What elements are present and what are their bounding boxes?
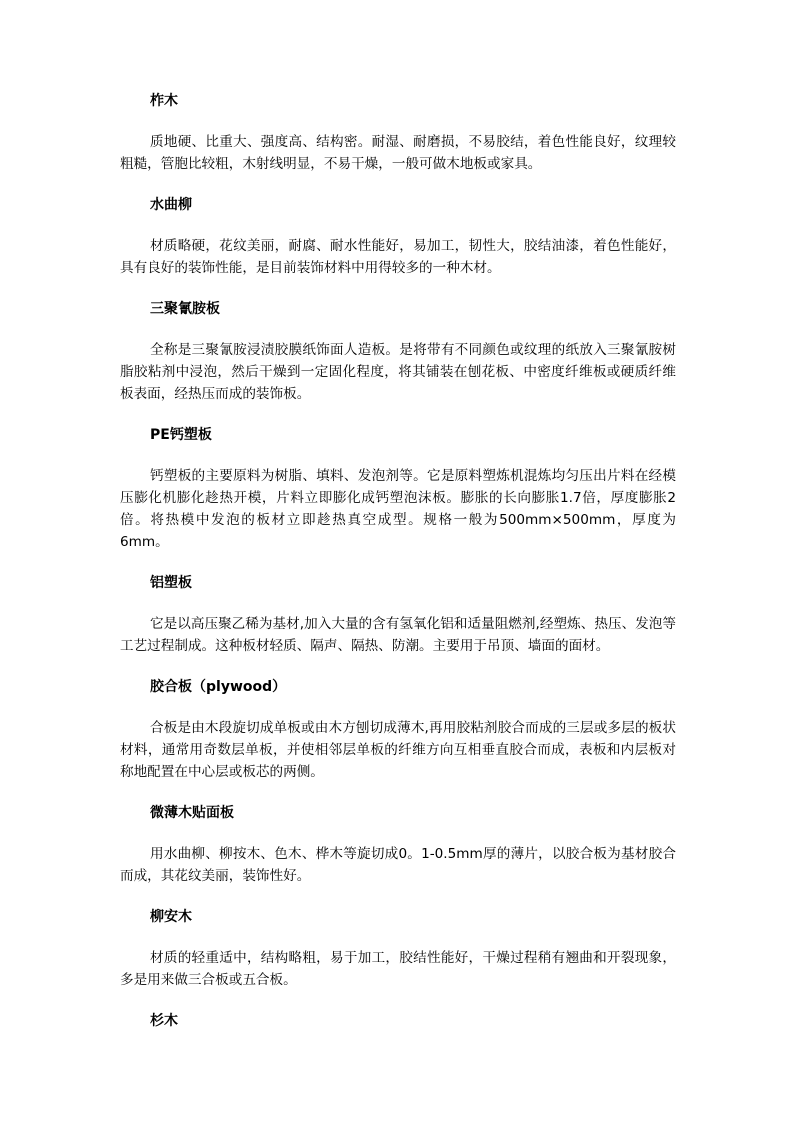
section-lauan bbox=[120, 907, 676, 1011]
section-title: 微薄木贴面板 bbox=[150, 805, 234, 821]
section-fir bbox=[120, 1011, 676, 1031]
section-paragraph: 它是以高压聚乙稀为基材,加入大量的含有氢氧化铝和适量阻燃剂,经塑炼、热压、发泡等工艺过程制成。这种板材轻质、隔声、隔热、防潮。主要用于吊顶、墙面的面材。 bbox=[120, 616, 676, 654]
section-zuomu bbox=[120, 91, 676, 195]
section-melamine-board bbox=[120, 299, 676, 425]
section-title: 三聚氰胺板 bbox=[150, 301, 220, 317]
section-paragraph: 材质的轻重适中，结构略粗，易于加工，胶结性能好，干燥过程稍有翘曲和开裂现象，多是用来做三合板或五合板。 bbox=[120, 950, 676, 988]
section-title: 水曲柳 bbox=[150, 197, 192, 213]
section-veneer-panel bbox=[120, 803, 676, 907]
section-title: PE钙塑板 bbox=[150, 427, 212, 443]
section-paragraph: 材质略硬，花纹美丽，耐腐、耐水性能好，易加工，韧性大，胶结油漆，着色性能好，具有良好的装饰性能，是目前装饰材料中用得较多的一种木材。 bbox=[120, 238, 676, 276]
section-title: 铝塑板 bbox=[150, 575, 192, 591]
section-title: 胶合板（plywood） bbox=[150, 679, 287, 695]
section-paragraph: 钙塑板的主要原料为树脂、填料、发泡剂等。它是原料塑炼机混炼均匀压出片料在经模压膨化机膨化趁热开模，片料立即膨化成钙塑泡沫板。膨胀的长向膨胀1.7倍，厚度膨胀2倍。将热模中发泡的板材立即趁热真空成型。规格一般为500mm×500mm，厚度为6mm。 bbox=[120, 468, 676, 550]
section-paragraph: 合板是由木段旋切成单板或由木方刨切成薄木,再用胶粘剂胶合而成的三层或多层的板状材料，通常用奇数层单板，并使相邻层单板的纤维方向互相垂直胶合而成，表板和内层板对称地配置在中心层或板芯的两侧。 bbox=[120, 720, 676, 780]
section-plywood bbox=[120, 677, 676, 803]
section-pe-calcium-plastic-board bbox=[120, 425, 676, 573]
section-paragraph: 全称是三聚氰胺浸渍胶膜纸饰面人造板。是将带有不同颜色或纹理的纸放入三聚氰胺树脂胶粘剂中浸泡，然后干燥到一定固化程度，将其铺装在刨花板、中密度纤维板或硬质纤维板表面，经热压而成的装饰板。 bbox=[120, 342, 676, 402]
section-paragraph: 用水曲柳、柳按木、色木、桦木等旋切成0。1-0.5mm厚的薄片，以胶合板为基材胶合而成，其花纹美丽，装饰性好。 bbox=[120, 846, 676, 884]
section-title: 柳安木 bbox=[150, 909, 192, 925]
section-shuiquliu bbox=[120, 195, 676, 299]
document-body bbox=[120, 91, 676, 1031]
section-title: 柞木 bbox=[150, 93, 178, 109]
section-paragraph: 质地硬、比重大、强度高、结构密。耐湿、耐磨损，不易胶结，着色性能良好，纹理较粗糙，管胞比较粗，木射线明显，不易干燥，一般可做木地板或家具。 bbox=[120, 134, 676, 172]
section-title: 杉木 bbox=[150, 1013, 178, 1029]
section-aluminum-plastic-board bbox=[120, 573, 676, 677]
